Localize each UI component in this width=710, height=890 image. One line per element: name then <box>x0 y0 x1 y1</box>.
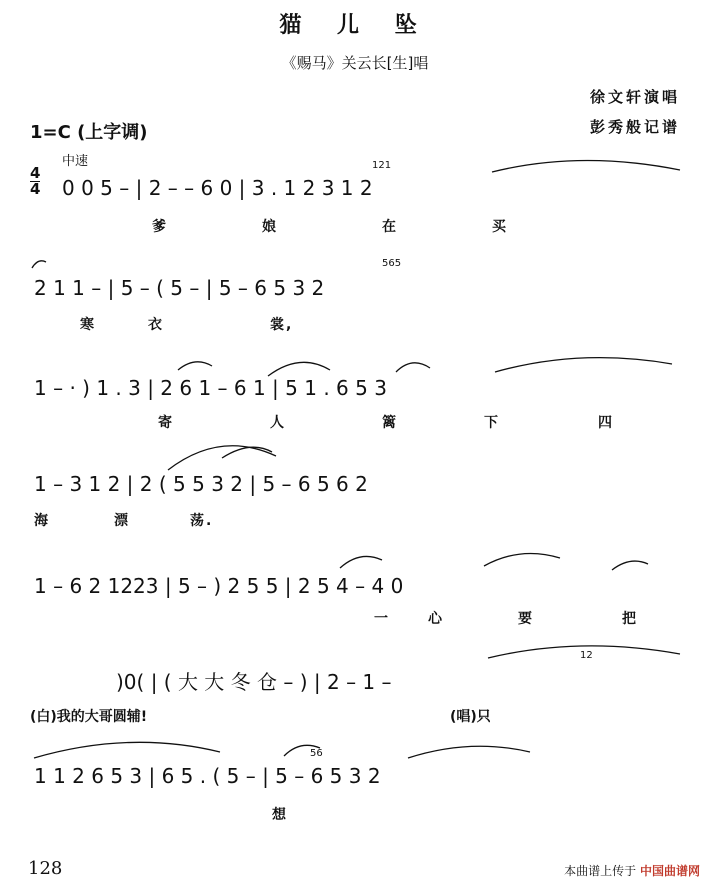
notation-row-4: 1 – 3 1 2 | 2 ( 5 5 3 2 | 5 – 6 5 6 2 <box>34 472 368 496</box>
subtitle: 《赐马》关云长[生]唱 <box>281 54 429 72</box>
lyric: 下 <box>484 415 500 431</box>
page-number: 128 <box>28 858 63 879</box>
time-signature-bottom: 4 <box>30 180 41 198</box>
grace-note-7: 56 <box>310 748 323 759</box>
tempo-marking: 中速 <box>62 154 89 169</box>
lyric: 裳, <box>270 317 294 333</box>
notation-row-5: 1 – 6 2 1223 | 5 – ) 2 5 5 | 2 5 4 – 4 0 <box>34 574 404 598</box>
key-signature: 1=C (上字调) <box>30 122 148 143</box>
lyric: 漂 <box>114 513 130 529</box>
grace-note-6: 12 <box>580 650 593 661</box>
lyric: 要 <box>518 611 534 627</box>
grace-note-2: 565 <box>382 258 402 269</box>
performer-credit: 徐文轩演唱 <box>589 88 680 106</box>
lyric: 四 <box>598 415 614 431</box>
footer-text: 本曲谱上传于 <box>564 864 637 878</box>
lyric: 寄 <box>158 415 174 431</box>
lyric: 买 <box>492 219 508 235</box>
lyric: 把 <box>622 611 638 627</box>
lyric: 海 <box>34 513 50 529</box>
transcriber-credit: 彭秀般记谱 <box>589 118 680 136</box>
sung-line: (唱)只 <box>450 709 491 725</box>
time-signature-top: 4 <box>30 164 41 182</box>
notation-row-7: 1 1 2 6 5 3 | 6 5 . ( 5 – | 5 – 6 5 3 2 <box>34 764 381 788</box>
notation-row-6: )0( | ( 大 大 冬 仓 – ) | 2 – 1 – <box>116 670 392 694</box>
notation-row-2: 2 1 1 – | 5 – ( 5 – | 5 – 6 5 3 2 <box>34 276 325 300</box>
lyric: 想 <box>272 807 288 823</box>
lyric: 篱 <box>382 415 398 431</box>
page-title: 猫 儿 坠 <box>279 13 431 38</box>
lyric: 爹 <box>152 219 168 235</box>
notation-row-1: 0 0 5 – | 2 – – 6 0 | 3 . 1 2 3 1 2 <box>62 176 373 200</box>
lyric: 衣 <box>148 317 164 333</box>
spoken-line: (白)我的大哥圆辅! <box>30 709 148 725</box>
lyric: 荡. <box>190 513 214 529</box>
lyric: 人 <box>270 415 286 431</box>
lyric: 一 <box>374 611 390 627</box>
lyric: 心 <box>428 611 444 627</box>
footer-site: 中国曲谱网 <box>639 864 700 878</box>
lyric: 娘 <box>262 219 278 235</box>
notation-row-3: 1 – · ) 1 . 3 | 2 6 1 – 6 1 | 5 1 . 6 5 3 <box>34 376 387 400</box>
grace-note-1: 121 <box>372 160 392 171</box>
lyric: 在 <box>382 219 398 235</box>
lyric: 寒 <box>80 317 96 333</box>
